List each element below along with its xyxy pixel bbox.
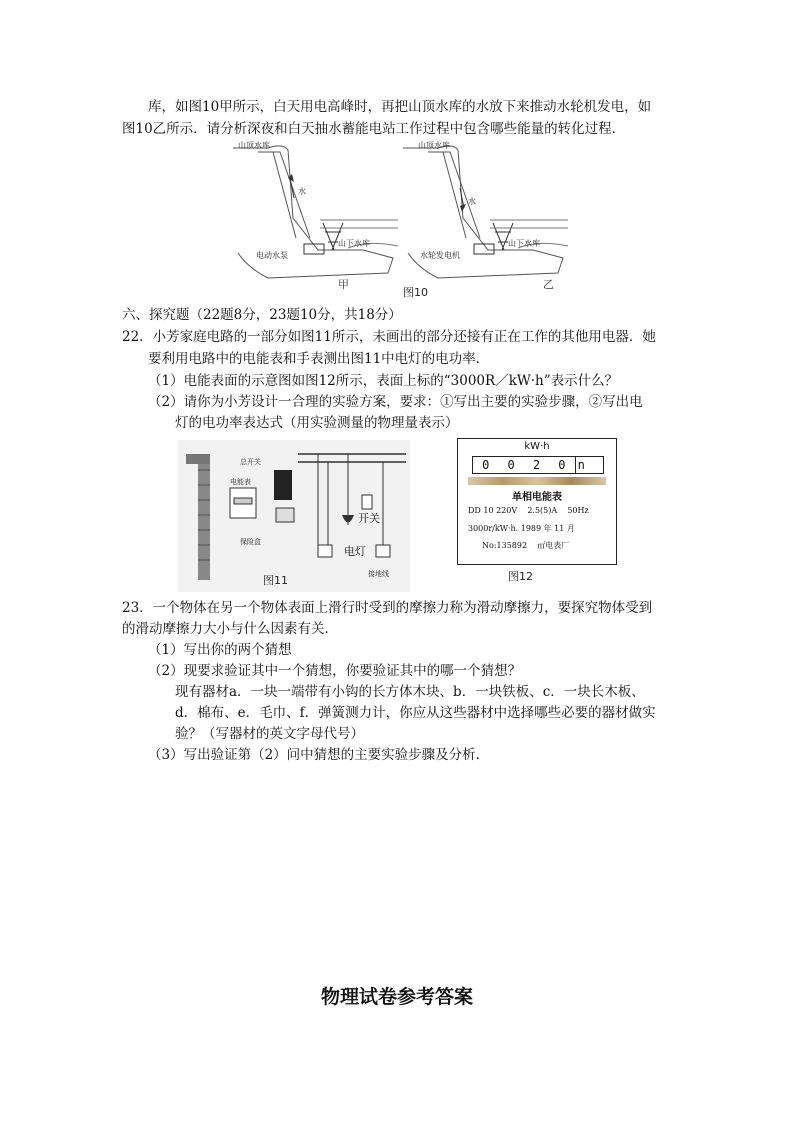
fuse-box	[276, 508, 294, 522]
meter-digit: 2	[532, 458, 541, 472]
jia-top-label: 山顶水库	[238, 141, 270, 150]
yi-bottom-label: 山下水库	[508, 239, 540, 248]
meter-spec: DD 10 220V 2.5(5)A 50Hz	[468, 506, 589, 515]
yi-top-label: 山顶水库	[418, 141, 450, 150]
meter-unit: kW·h	[524, 441, 550, 452]
q23-materials-line-1: 现有器材a．一块一端带有小钩的长方体木块、b．一块铁板、c．一块长木板、	[175, 684, 645, 700]
q23-sub-3: （3）写出验证第（2）问中猜想的主要实验步骤及分析．	[148, 747, 490, 763]
q23-materials-line-3: 验？（写器材的英文字母代号）	[175, 726, 364, 742]
q22-sub-2-line-2: 灯的电功率表达式（用实验测量的物理量表示）	[175, 415, 459, 431]
q22-line-2: 要利用电路中的电能表和手表测出图11中电灯的电功率．	[148, 351, 490, 367]
q22-sub-2-line-1: （2）请你为小芳设计一合理的实验方案，要求：①写出主要的实验步骤，②写出电	[148, 394, 643, 410]
q23-sub-1: （1）写出你的两个猜想	[148, 642, 292, 658]
figure-12-caption: 图12	[508, 570, 533, 583]
jia-flow-label: 水	[298, 187, 306, 196]
jia-machine-label: 电动水泵	[256, 251, 288, 260]
q23-line-1: 23．一个物体在另一个物体表面上滑行时受到的摩擦力称为滑动摩擦力，要探究物体受到	[122, 600, 653, 616]
q21-line-2: 图10乙所示．请分析深夜和白天抽水蓄能电站工作过程中包含哪些能量的转化过程．	[122, 121, 626, 137]
meter-digit-last: n	[575, 457, 603, 473]
meter-digit-display	[472, 456, 604, 474]
jia-sub-caption: 甲	[338, 278, 349, 291]
ground-label: 接地线	[368, 570, 389, 578]
meter-digit: 0	[482, 458, 490, 472]
figure-10-yi	[403, 140, 568, 291]
switch-label: 开关	[358, 512, 380, 525]
main-switch	[274, 470, 292, 500]
yi-flow-label: 水	[468, 197, 476, 206]
figure-11	[178, 440, 410, 592]
lamp-label: 电灯	[344, 545, 366, 558]
meter-name: 单相电能表	[512, 492, 562, 503]
pole-insulator	[186, 454, 210, 464]
wall-switch	[362, 495, 372, 509]
socket-left	[318, 545, 332, 557]
answer-key-title: 物理试卷参考答案	[320, 986, 473, 1008]
figure-10	[228, 138, 573, 300]
wall	[198, 460, 210, 580]
jia-bottom-label: 山下水库	[338, 239, 370, 248]
main-switch-label: 总开关	[240, 458, 261, 466]
meter-serial: No:135892 ㎡电表厂	[482, 541, 570, 550]
figure-10-caption: 图10	[403, 286, 428, 299]
section-6-heading: 六、探究题（22题8分，23题10分，共18分）	[122, 307, 402, 323]
q21-line-1: 库，如图10甲所示，白天用电高峰时，再把山顶水库的水放下来推动水轮机发电，如	[148, 99, 652, 115]
meter-digit: 0	[558, 458, 566, 472]
meter-revolutions: 3000r/kW·h. 1989 年 11 月	[468, 524, 575, 533]
q22-line-1: 22．小芳家庭电路的一部分如图11所示，未画出的部分还接有正在工作的其他用电器．她	[122, 329, 656, 345]
yi-sub-caption: 乙	[543, 278, 554, 291]
meter-rotor-window	[468, 477, 606, 485]
q22-sub-1: （1）电能表面的示意图如图12所示，表面上标的“3000R／kW·h”表示什么？	[148, 373, 619, 389]
figure-11-caption: 图11	[263, 574, 288, 587]
meter-label: 电能表	[230, 478, 251, 486]
q23-sub-2: （2）现要求验证其中一个猜想，你要验证其中的哪一个猜想？	[148, 663, 522, 679]
figure-12-meter-face	[457, 438, 617, 565]
q23-materials-line-2: d．棉布、e．毛巾、f．弹簧测力计，你应从这些器材中选择哪些必要的器材做实	[175, 705, 656, 721]
meter-digit: 0	[507, 458, 515, 472]
q23-line-2: 的滑动摩擦力大小与什么因素有关．	[122, 621, 338, 637]
figure-10-jia	[233, 140, 398, 291]
socket-right	[376, 545, 390, 557]
fuse-box-label: 保险盒	[240, 538, 261, 546]
yi-machine-label: 水轮发电机	[420, 251, 460, 260]
